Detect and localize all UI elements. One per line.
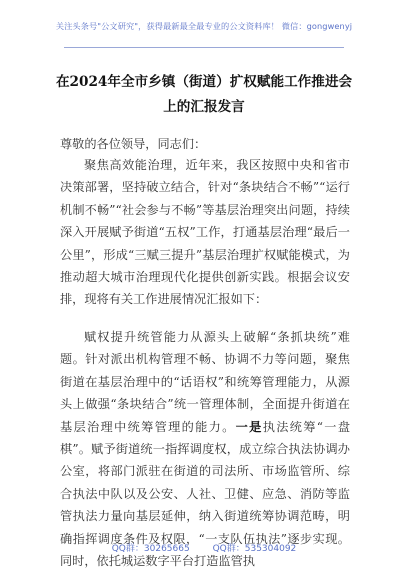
page-header xyxy=(0,0,408,50)
paragraph-2-bold-marker: 一是 xyxy=(235,419,263,434)
header-divider xyxy=(64,47,344,48)
document-title: 在2024年全市乡镇（街道）扩权赋能工作推进会上的汇报发言 xyxy=(55,74,353,115)
footer-qq-group-1: QQ群：30265665 xyxy=(111,544,190,554)
paragraph-2-intro: 赋权提升统管能力从源头上破解“条抓块统”难题。针对派出机构管理不畅、协调不力等问题，聚焦街道在基层治理中的“话语权”和统筹管理能力，从源头上做强“条块结合”统一管理体制，全面提升街道在基层治理中统筹管理的能力。 xyxy=(60,330,350,434)
paragraph-2-rest: 执法统筹“一盘棋”。赋予街道统一指挥调度权，成立综合执法协调办公室，将部门派驻在街道的司法所、市场监管所、综合执法中队以及公安、人社、卫健、应急、消防等监管执法力量向基层延伸，纳入街道统筹协调范畴，明确指挥调度条件及权限，“一支队伍执法”逐步实现。同时，依托城运数字平台打造监管执 xyxy=(60,419,351,569)
greeting: 尊敬的各位领导，同志们： xyxy=(60,137,207,151)
header-banner: 关注头条号"公文研究"，获得最新最全最专业的公文资料库！ 微信：gongwenyj xyxy=(55,21,353,31)
paragraph-1: 聚焦高效能治理，近年来，我区按照中央和省市决策部署，坚持破立结合，针对“条块结合不畅”“运行机制不畅”“社会参与不畅”等基层治理突出问题，持续深入开展赋予街道“五权”工作，打通基层治理“最后一公里”，形成“三赋三提升”基层治理扩权赋能模式，为推动超大城市治理现代化提供创新实践。根据会议安排，现将有关工作进展情况汇报如下： xyxy=(60,158,350,307)
page-footer xyxy=(0,541,408,557)
footer-qq-group-2: QQ群：535304092 xyxy=(212,544,297,554)
paragraph-2 xyxy=(60,326,350,572)
